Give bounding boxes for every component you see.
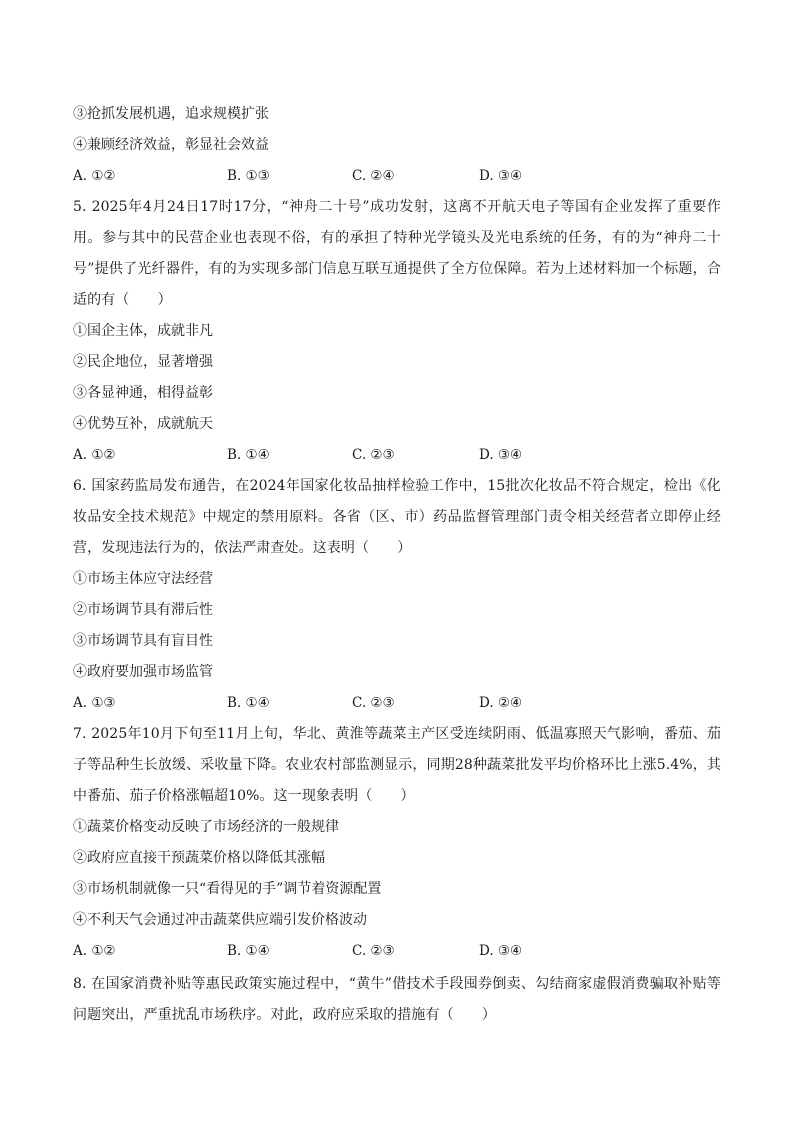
q4-choice-4: ④兼顾经济效益，彰显社会效益 bbox=[73, 137, 269, 153]
q5-choice-3: ③各显神通，相得益彰 bbox=[73, 385, 213, 401]
q5-stem: 5. 2025年4月24日17时17分，“神舟二十号”成功发射，这离不开航天电子等国有企业发挥了重要作用。参与其中的民营企业也表现不俗，有的承担了特种光学镜头及光电系统的任务，有的为“神舟二十号”提供了光纤器件，有的为实现多部门信息互联互通提供了全方位保障。若为上述材料加一个标题，合适的有（ ） bbox=[73, 199, 721, 308]
q6-stem: 6. 国家药监局发布通告，在2024年国家化妆品抽样检验工作中，15批次化妆品不符合规定，检出《化妆品安全技术规范》中规定的禁用原料。各省（区、市）药品监督管理部门责令相关经营者立即停止经营，发现违法行为的，依法严肃查处。这表明（ ） bbox=[73, 478, 721, 556]
q6-option-c: C. ②③ bbox=[352, 695, 395, 711]
q4-option-d: D. ③④ bbox=[479, 168, 523, 184]
q6-option-b: B. ①④ bbox=[227, 695, 270, 711]
q7-option-b: B. ①④ bbox=[227, 943, 270, 959]
q7-choice-3: ③市场机制就像一只“看得见的手”调节着资源配置 bbox=[73, 881, 382, 897]
q5-option-a: A. ①② bbox=[73, 447, 116, 463]
q5-answer-options bbox=[73, 445, 593, 465]
q7-answer-options bbox=[73, 941, 593, 961]
q7-choice-1: ①蔬菜价格变动反映了市场经济的一般规律 bbox=[73, 819, 339, 835]
q5-choice-2: ②民企地位，显著增强 bbox=[73, 354, 213, 370]
q8-stem: 8. 在国家消费补贴等惠民政策实施过程中，“黄牛”借技术手段囤券倒卖、勾结商家虚假消费骗取补贴等问题突出，严重扰乱市场秩序。对此，政府应采取的措施有（ ） bbox=[73, 976, 721, 1023]
q4-option-b: B. ①③ bbox=[227, 168, 270, 184]
q5-option-b: B. ①④ bbox=[227, 447, 270, 463]
q4-choice-3: ③抢抓发展机遇，追求规模扩张 bbox=[73, 106, 269, 122]
q4-option-c: C. ②④ bbox=[352, 168, 395, 184]
q5-choice-4: ④优势互补，成就航天 bbox=[73, 416, 213, 432]
q7-option-a: A. ①② bbox=[73, 943, 116, 959]
q7-option-d: D. ③④ bbox=[479, 943, 523, 959]
q7-option-c: C. ②③ bbox=[352, 943, 395, 959]
q5-option-d: D. ③④ bbox=[479, 447, 523, 463]
q6-choice-1: ①市场主体应守法经营 bbox=[73, 571, 213, 587]
q6-choice-4: ④政府要加强市场监管 bbox=[73, 664, 213, 680]
q7-stem: 7. 2025年10月下旬至11月上旬，华北、黄淮等蔬菜主产区受连续阴雨、低温寡照天气影响，番茄、茄子等品种生长放缓、采收量下降。农业农村部监测显示，同期28种蔬菜批发平均价格环比上涨5.4%，其中番茄、茄子价格涨幅超10%。这一现象表明（ ） bbox=[73, 726, 721, 804]
q6-option-a: A. ①③ bbox=[73, 695, 116, 711]
q5-option-c: C. ②③ bbox=[352, 447, 395, 463]
q4-option-a: A. ①② bbox=[73, 168, 116, 184]
q4-answer-options bbox=[73, 166, 593, 186]
q7-choice-2: ②政府应直接干预蔬菜价格以降低其涨幅 bbox=[73, 850, 325, 866]
q6-choice-3: ③市场调节具有盲目性 bbox=[73, 633, 213, 649]
q5-choice-1: ①国企主体，成就非凡 bbox=[73, 323, 213, 339]
q6-answer-options bbox=[73, 693, 593, 713]
q7-choice-4: ④不利天气会通过冲击蔬菜供应端引发价格波动 bbox=[73, 912, 367, 928]
q6-option-d: D. ②④ bbox=[479, 695, 523, 711]
q6-choice-2: ②市场调节具有滞后性 bbox=[73, 602, 213, 618]
